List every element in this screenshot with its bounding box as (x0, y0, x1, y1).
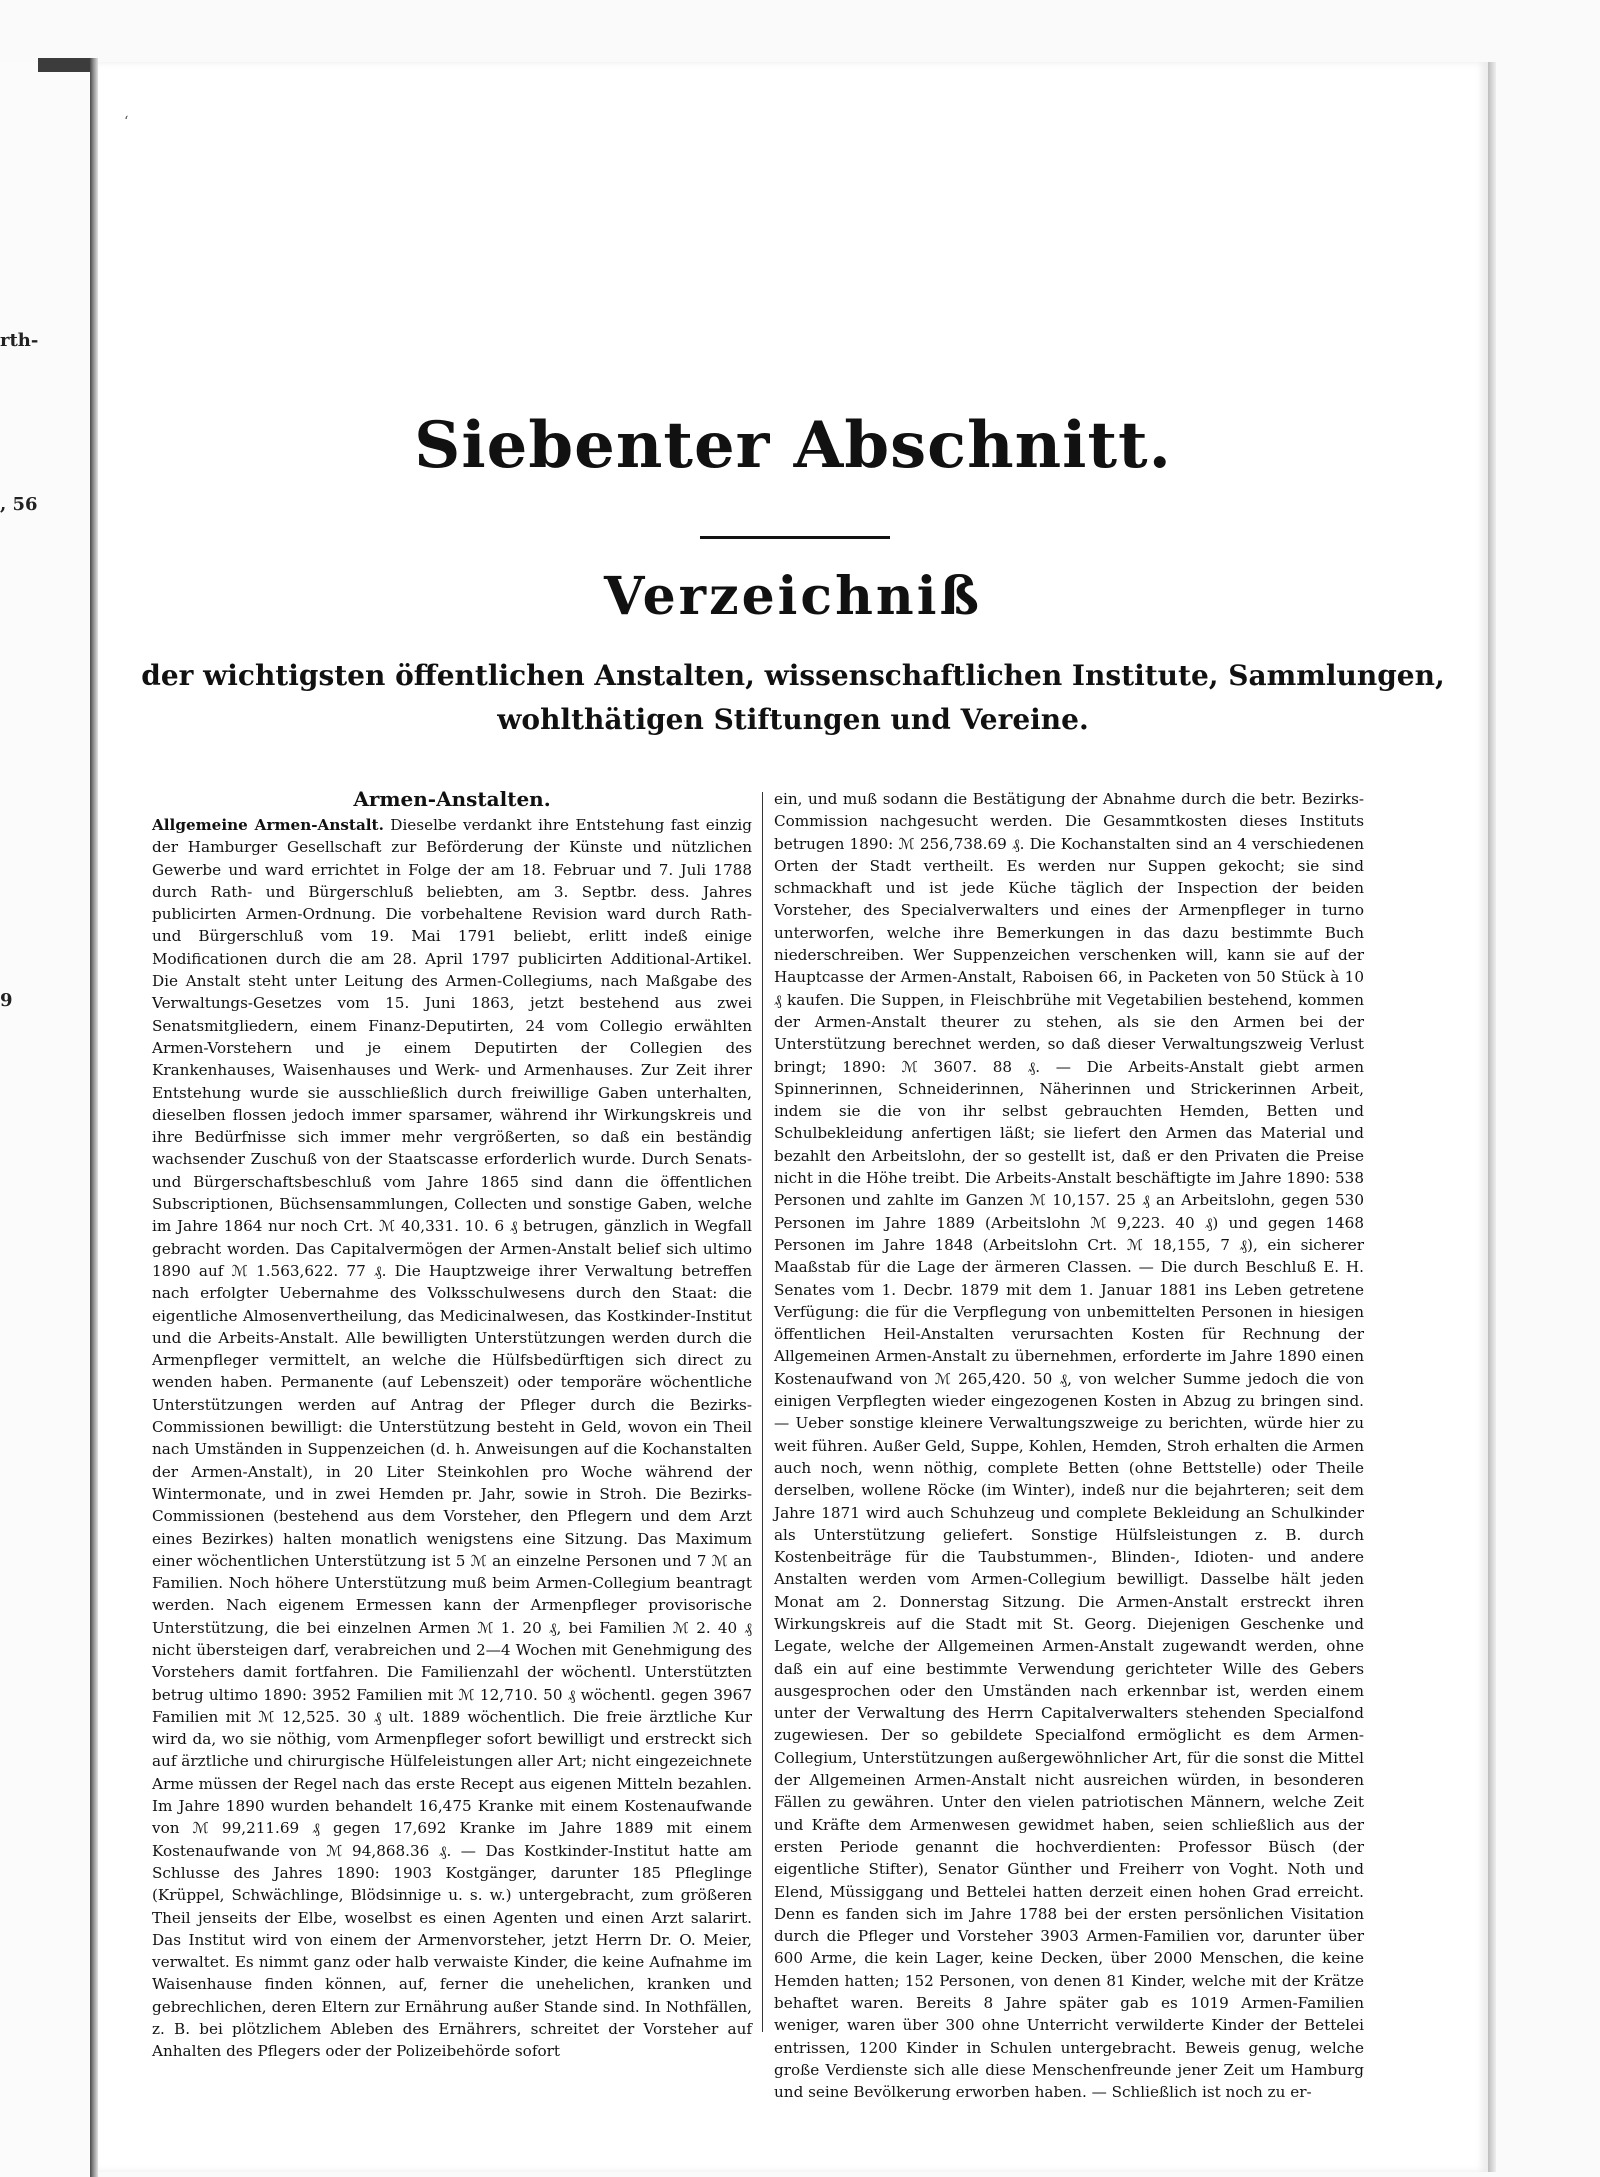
right-column-text: ein, und muß sodann die Bestätigung der Abnahme durch die betr. Bezirks-Commission nachgesucht werden. Die Gesammtkosten dieses Instituts betrugen 1890: ℳ 256,738.69 ₰. Die Kochanstalten sind an 4 verschiedenen Orten der Stadt vertheilt. Es werden nur Suppen gekocht; sie sind schmackhaft und ist jede Küche täglich der Inspection der beiden Vorsteher, des Specialverwalters und eines der Armenpfleger in turno unterworfen, welche ihre Bemerkungen in das dazu bestimmte Buch niederschreiben. Wer Suppenzeichen verschenken will, kann sie auf der Hauptcasse der Armen-Anstalt, Raboisen 66, in Packeten von 50 Stück à 10 ₰ kaufen. Die Suppen, in Fleischbrühe mit Vegetabilien bestehend, kommen der Armen-Anstalt theurer zu stehen, als sie den Armen bei der Unterstützung berechnet werden, so daß dieser Verwaltungszweig Verlust bringt; 1890: ℳ 3607. 88 ₰. — Die Arbeits-Anstalt giebt armen Spinnerinnen, Schneiderinnen, Näherinnen und Strickerinnen Arbeit, indem sie die von ihr selbst gebrauchten Hemden, Betten und Schulbekleidung anfertigen läßt; sie liefert den Armen das Material und bezahlt den Arbeitslohn, der so gestellt ist, daß er den Privaten die Preise nicht in die Höhe treibt. Die Arbeits-Anstalt beschäftigte im Jahre 1890: 538 Personen und zahlte im Ganzen ℳ 10,157. 25 ₰ an Arbeitslohn, gegen 530 Personen im Jahre 1889 (Arbeitslohn ℳ 9,223. 40 ₰) und gegen 1468 Personen im Jahre 1848 (Arbeitslohn Crt. ℳ 18,155, 7 ₰), ein sicherer Maaßstab für die Lage der ärmeren Classen. — Die durch Beschluß E. H. Senates vom 1. Decbr. 1879 mit dem 1. Januar 1881 ins Leben getretene Verfügung: die für die Verpflegung von unbemittelten Personen in hiesigen öffentlichen Heil-Anstalten verursachten Kosten für Rechnung der Allgemeinen Armen-Anstalt zu übernehmen, erforderte im Jahre 1890 einen Kostenaufwand von ℳ 265,420. 50 ₰, von welcher Summe jedoch die von einigen Verpflegten wieder eingezogenen Kosten in Abzug zu bringen sind. — Ueber sonstige kleinere Verwaltungszweige zu berichten, würde hier zu weit führen. Außer Geld, Suppe, Kohlen, Hemden, Stroh erhalten die Armen auch noch, wenn nöthig, complete Betten (ohne Bettstelle) oder Theile derselben, wollene Röcke (im Winter), indeß nur die bejahrteren; seit dem Jahre 1871 wird auch Schuhzeug und complete Bekleidung an Schulkinder als Unterstützung geliefert. Sonstige Hülfsleistungen z. B. durch Kostenbeiträge für die Taubstummen-, Blinden-, Idioten- und andere Anstalten werden vom Armen-Collegium bewilligt. Dasselbe hält jeden Monat am 2. Donnerstag Sitzung. Die Armen-Anstalt erstreckt ihren Wirkungskreis auf die Stadt mit St. Georg. Diejenigen Geschenke und Legate, welche der Allgemeinen Armen-Anstalt zugewandt werden, ohne daß ein auf eine bestimmte Verwendung gerichteter Wille des Gebers ausgesprochen oder den Umständen nach erkennbar ist, werden einem unter der Verwaltung des Herrn Capitalverwalters stehenden Specialfond zugewiesen. Der so gebildete Specialfond ermöglicht es dem Armen-Collegium, Unterstützungen außergewöhnlicher Art, für die sonst die Mittel der Allgemeinen Armen-Anstalt nicht ausreichen würden, in besonderen Fällen zu gewähren. Unter den vielen patriotischen Männern, welche Zeit und Kräfte dem Armenwesen gewidmet haben, seien schließlich aus der ersten Periode genannt die hochverdienten: Professor Büsch (der eigentliche Stifter), Senator Günther und Freiherr von Voght. Noth und Elend, Müssiggang und Bettelei hatten derzeit einen hohen Grad erreicht. Denn es fanden sich im Jahre 1788 bei der ersten persönlichen Visitation durch die Pfleger und Vorsteher 3903 Armen-Familien vor, darunter über 600 Arme, die kein Lager, keine Decken, über 2000 Menschen, die keine Hemden hatten; 152 Personen, von denen 81 Kinder, welche mit der Krätze behaftet waren. Bereits 8 Jahre später gab es 1019 Armen-Familien weniger, waren über 300 ohne Unterricht verwilderte Kinder der Bettelei entrissen, 1200 Kinder in Schulen untergebracht. Beweis genug, welche große Verdienste sich alle diese Menschenfreunde jener Zeit um Hamburg und seine Bevölkerung erworben haben. — Schließlich ist noch zu er- (774, 790, 1364, 2102)
corner-mark: ‘ (124, 114, 129, 130)
page-subtitle (98, 654, 1488, 742)
subtitle-line-2: wohlthätigen Stiftungen und Vereine. (497, 703, 1089, 736)
left-column (152, 786, 752, 2063)
left-column-paragraph (152, 814, 752, 2063)
binding-shadow (38, 58, 90, 72)
subtitle-line-1: der wichtigsten öffentlichen Anstalten, wissenschaftlichen Institute, Sammlungen, (141, 659, 1445, 692)
entry-lead: Allgemeine Armen-Anstalt. (152, 816, 384, 834)
left-page-fragment-1: rth- (0, 330, 39, 351)
previous-page-edge (0, 62, 93, 2177)
page-right-edge (1488, 62, 1496, 2172)
heading-rule (700, 536, 890, 539)
left-page-fragment-3: 9 (0, 990, 13, 1011)
column-heading: Armen-Anstalten. (353, 787, 551, 811)
page-gutter (90, 58, 98, 2177)
left-page-fragment-2: , 56 (0, 494, 38, 515)
right-column (774, 788, 1364, 2104)
section-heading: Siebenter Abschnitt. (414, 408, 1172, 483)
page-title: Verzeichniß (604, 566, 982, 627)
left-column-text: Dieselbe verdankt ihre Entstehung fast einzig der Hamburger Gesellschaft zur Beförderung der Künste und nützlichen Gewerbe und ward errichtet in Folge der am 18. Februar und 7. Juli 1788 durch Rath- und Bürgerschluß beliebten, am 3. Septbr. dess. Jahres publicirten Armen-Ordnung. Die vorbehaltene Revision ward durch Rath- und Bürgerschluß vom 19. Mai 1791 beliebt, erlitt indeß einige Modificationen durch die am 28. April 1797 publicirten Additional-Artikel. Die Anstalt steht unter Leitung des Armen-Collegiums, nach Maßgabe des Verwaltungs-Gesetzes vom 15. Juni 1863, jetzt bestehend aus zwei Senatsmitgliedern, einem Finanz-Deputirten, 24 vom Collegio erwählten Armen-Vorstehern und je einem Deputirten der Collegien des Krankenhauses, Waisenhauses und Werk- und Armenhauses. Zur Zeit ihrer Entstehung wurde sie ausschließlich durch freiwillige Gaben unterhalten, dieselben flossen jedoch immer sparsamer, während ihr Wirkungskreis und ihre Bedürfnisse sich immer mehr vergrößerten, so daß ein beständig wachsender Zuschuß von der Staatscasse erforderlich wurde. Durch Senats- und Bürgerschaftsbeschluß vom Jahre 1865 sind dann die öffentlichen Subscriptionen, Büchsensammlungen, Collecten und sonstige Gaben, welche im Jahre 1864 nur noch Crt. ℳ 40,331. 10. 6 ₰ betrugen, gänzlich in Wegfall gebracht worden. Das Capitalvermögen der Armen-Anstalt belief sich ultimo 1890 auf ℳ 1.563,622. 77 ₰. Die Hauptzweige ihrer Verwaltung betreffen nach erfolgter Uebernahme des Volksschulwesens durch den Staat: die eigentliche Almosenvertheilung, das Medicinalwesen, das Kostkinder-Institut und die Arbeits-Anstalt. Alle bewilligten Unterstützungen werden durch die Armenpfleger vermittelt, an welche die Hülfsbedürftigen sich direct zu wenden haben. Permanente (auf Lebenszeit) oder temporäre wöchentliche Unterstützungen werden auf Antrag der Pfleger durch die Bezirks-Commissionen bewilligt: die Unterstützung besteht in Geld, wovon ein Theil nach Umständen in Suppenzeichen (d. h. Anweisungen auf die Kochanstalten der Armen-Anstalt), in 20 Liter Steinkohlen pro Woche während der Wintermonate, und in zwei Hemden pr. Jahr, sowie in Stroh. Die Bezirks-Commissionen (bestehend aus dem Vorsteher, den Pflegern und dem Arzt eines Bezirkes) halten monatlich wenigstens eine Sitzung. Das Maximum einer wöchentlichen Unterstützung ist 5 ℳ an einzelne Personen und 7 ℳ an Familien. Noch höhere Unterstützung muß beim Armen-Collegium beantragt werden. Nach eigenem Ermessen kann der Armenpfleger provisorische Unterstützung, die bei einzelnen Armen ℳ 1. 20 ₰, bei Familien ℳ 2. 40 ₰ nicht übersteigen darf, verabreichen und 2—4 Wochen mit Genehmigung des Vorstehers damit fortfahren. Die Familienzahl der wöchentl. Unterstützten betrug ultimo 1890: 3952 Familien mit ℳ 12,710. 50 ₰ wöchentl. gegen 3967 Familien mit ℳ 12,525. 30 ₰ ult. 1889 wöchentlich. Die freie ärztliche Kur wird da, wo sie nöthig, vom Armenpfleger sofort bewilligt und erstreckt sich auf ärztliche und chirurgische Hülfeleistungen aller Art; nicht eingezeichnete Arme müssen der Regel nach das erste Recept aus eigenen Mitteln bezahlen. Im Jahre 1890 wurden behandelt 16,475 Kranke mit einem Kostenaufwande von ℳ 99,211.69 ₰ gegen 17,692 Kranke im Jahre 1889 mit einem Kostenaufwande von ℳ 94,868.36 ₰. — Das Kostkinder-Institut hatte am Schlusse des Jahres 1890: 1903 Kostgänger, darunter 185 Pfleglinge (Krüppel, Schwächlinge, Blödsinnige u. s. w.) untergebracht, zum größeren Theil jenseits der Elbe, woselbst es einen Agenten und einen Arzt salarirt. Das Institut wird von einem der Armenvorsteher, jetzt Herrn Dr. O. Meier, verwaltet. Es nimmt ganz oder halb verwaiste Kinder, die keine Aufnahme im Waisenhause finden können, auf, ferner die unehelichen, kranken und gebrechlichen, deren Eltern zur Ernährung außer Stande sind. In Nothfällen, z. B. bei plötzlichem Ableben des Ernährers, schreitet der Vorsteher auf Anhalten des Pflegers oder der Polizeibehörde sofort (152, 816, 752, 2061)
column-divider (762, 792, 763, 2032)
